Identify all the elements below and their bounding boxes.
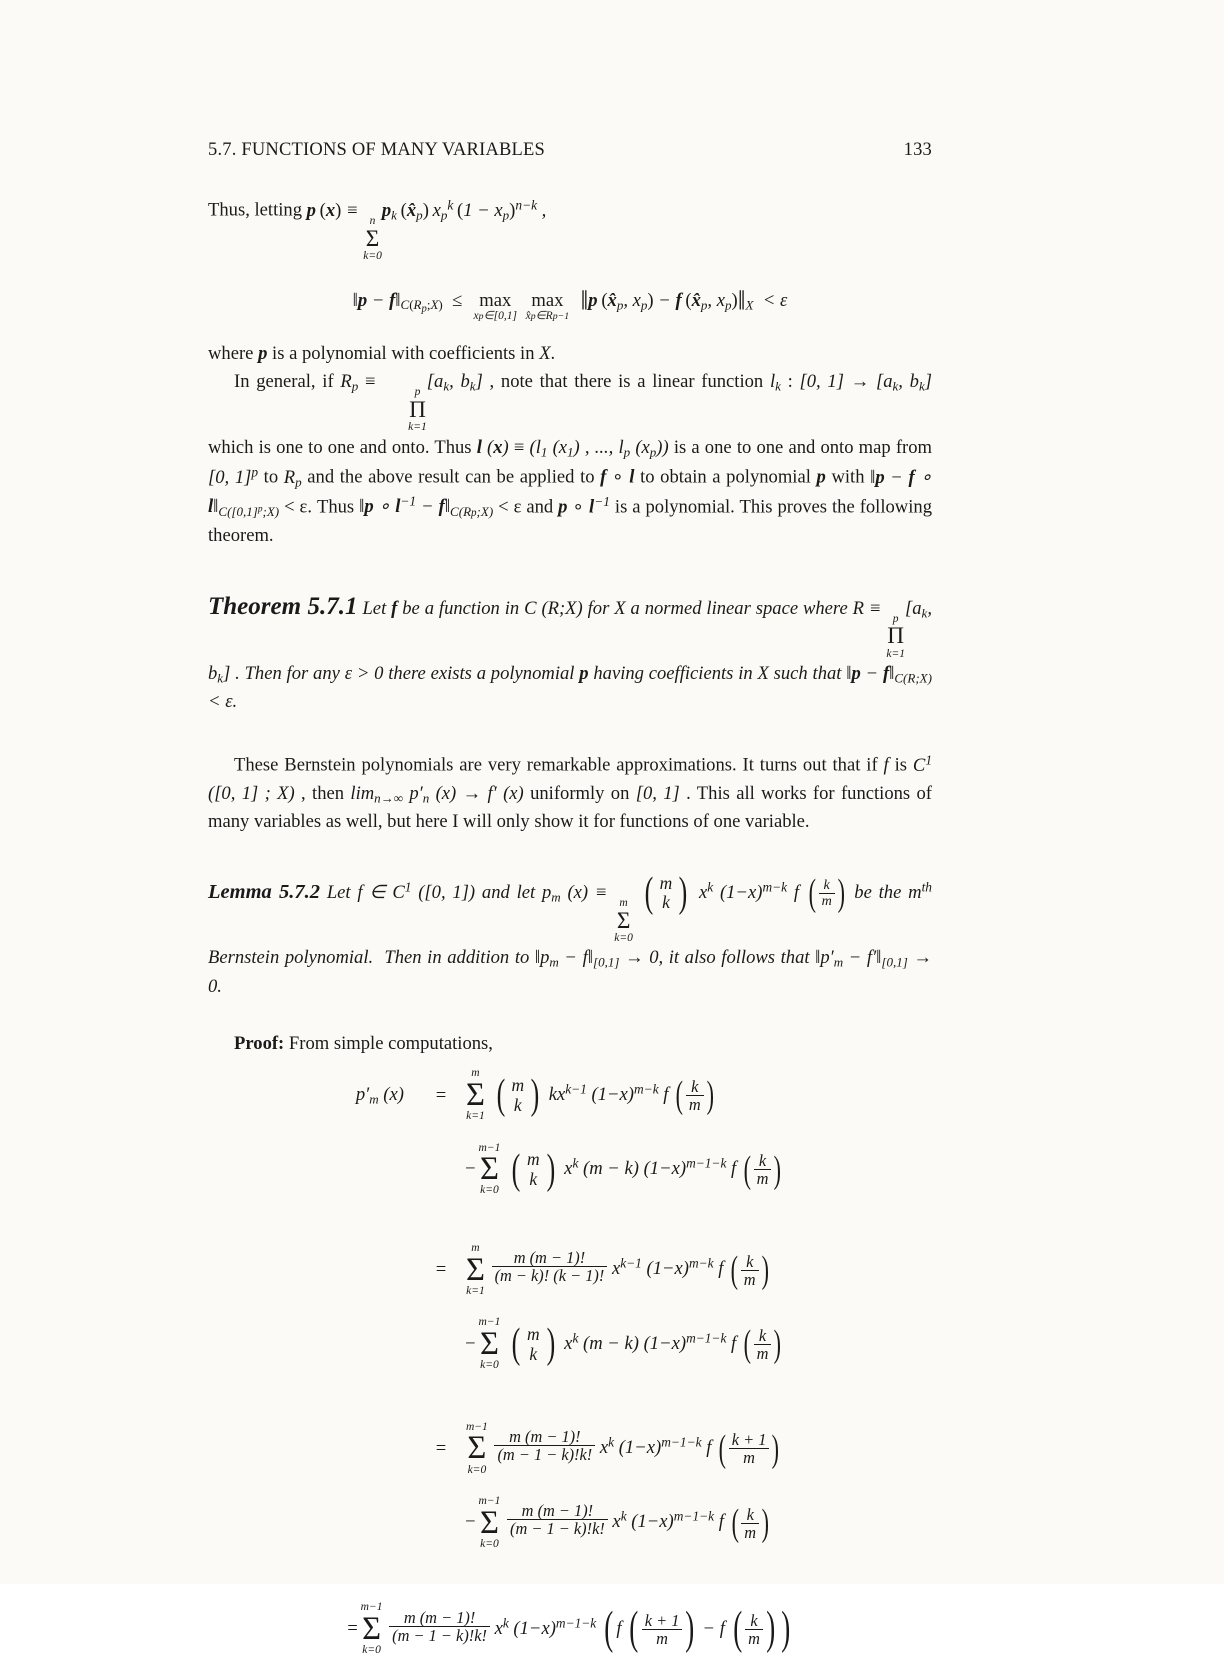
running-head <box>208 140 932 161</box>
equation-lhs: $p'_m$ (x) <box>355 1083 404 1107</box>
equation-relation-empty-3 <box>420 1307 462 1381</box>
equation-row-1 <box>354 1058 786 1132</box>
equation-relation-3: = <box>435 1437 447 1459</box>
paragraph-bernstein-remark: These Bernstein polynomials are very remarkable approximations. It turns out that if f is $C^1$ ([0, 1] ; X) , then $\lim_{n\to\infty} p'_n$ (x) → f′ (x) uniformly on [0, 1] . This all works for functions of many variables as well, but here I will only show it for functions of one variable. <box>208 752 933 832</box>
proof-intro-text: From simple computations, <box>288 1033 493 1055</box>
equation-row-4 <box>354 1307 786 1381</box>
theorem-label: Theorem 5.7.1 <box>208 592 358 620</box>
derivation-equations <box>354 1058 786 1560</box>
proof-intro <box>208 1030 932 1058</box>
equation-rhs-line3: m Σ k=1 $\frac{m (m - 1)!}{(m - k)! (k - 1)!}$ $x^{k-1}$ $(1-x)^{m-k}$ f ( $\frac{k}{m}$ ) <box>465 1242 769 1297</box>
running-head-section: 5.7. FUNCTIONS OF MANY VARIABLES <box>208 140 546 160</box>
lemma-paragraph <box>208 870 932 1001</box>
equation-lhs-empty-5 <box>354 1486 420 1560</box>
equation-norm-bound: ‖p − $f‖_{C(R_p;X)}$ ≤ max xp∈[0,1] max x̂p∈Rp−1 ‖p ($x̂_p$, $x_p) - f$ ($x̂_p$, $x_p)‖_X < \varepsilon$ <box>352 284 788 322</box>
equation-lhs-empty-4 <box>354 1382 420 1486</box>
theorem-5-7-1 <box>208 588 932 717</box>
equation-relation-2: = <box>435 1259 447 1281</box>
lemma-label: Lemma 5.7.2 <box>208 880 321 903</box>
equation-relation-empty-5 <box>420 1486 462 1560</box>
equation-lhs-empty-2 <box>354 1207 420 1307</box>
equation-rhs-line1: m Σ k=1 ( m k ) $kx^{k-1}$ $(1-x)^{m-k}$ f ( $\frac{k}{m}$ ) <box>465 1067 714 1123</box>
page-number: 133 <box>903 140 932 160</box>
equation-rhs-line6: − m−1 Σ k=0 $\frac{m (m - 1)!}{(m - 1 - k)!k!}$ $x^k$ $(1-x)^{m-1-k}$ f ( $\frac{k}{m}$ ) <box>463 1495 770 1550</box>
theorem-text: Let f be a function in C (R;X) for X a normed linear space where R ≡ p Π k=1 [$a_k$, $b_k$] . Then for any ε > 0 there exists a polynomial p having coefficients in X such that ‖p − $f‖_{C(R;X)} < \varepsilon$. <box>208 597 932 713</box>
lemma-5-7-2 <box>208 870 932 1001</box>
proof-label: Proof: <box>234 1033 285 1055</box>
theorem-paragraph <box>208 588 932 717</box>
lemma-text: Let f ∈ $C^1$ ([0, 1]) and let $p_m$ (x) ≡ m Σ k=0 ( m k ) $x^k$ $(1-x)^{m-k}$ f ( $\frac{k}{m}$ ) be the $m^{th}$ Bernstein polynomial. Then in addition to $‖p_m$ − $f‖_{[0,1]} \to 0$, it also follows that $‖p'_m$ − $f'‖_{[0,1]} \to 0$. <box>208 870 932 997</box>
equation-lhs-empty <box>354 1133 420 1207</box>
page-content <box>208 140 932 1675</box>
equation-row-6 <box>354 1486 786 1560</box>
equation-relation-empty <box>420 1133 462 1207</box>
paragraph-where-p: where p is a polynomial with coefficients in X. <box>208 343 556 365</box>
equation-lhs-empty-3 <box>354 1307 420 1381</box>
equation-rhs-line4: − m−1 Σ k=0 ( m k ) $x^k$ (m − k) $(1-x)^{m-1-k}$ f ( $\frac{k}{m}$ ) <box>463 1316 782 1372</box>
paragraph-lead-text: Thus, letting <box>208 199 302 221</box>
equation-relation: = <box>435 1084 447 1106</box>
equation-row-3 <box>354 1207 786 1307</box>
inline-formula-p-definition: p (x) ≡ n Σ k=0 $p_k$ $(x̂_p)$ $x_p^k$ $(1 - x_p)^{n-k}$ , <box>306 197 547 262</box>
equation-rhs-line2: − m−1 Σ k=0 ( m k ) $x^k$ (m − k) $(1-x)^{m-1-k}$ f ( $\frac{k}{m}$ ) <box>463 1141 782 1197</box>
equation-rhs-line5: m−1 Σ k=0 $\frac{m (m - 1)!}{(m - 1 - k)!k!}$ $x^k$ $(1-x)^{m-1-k}$ f ( $\frac{k + 1}{m}$ ) <box>465 1420 780 1476</box>
paragraph-in-general: In general, if $R_p$ ≡ p Π k=1 [$a_k$, $b_k$] , note that there is a linear function $l_k$ : [0, $1] \to [a_k$, $b_k$] which is one to one and onto. Thus l $(x) \equiv (l_1$ $(x_1)$ , ..., $l_p$ $(x_p)$) is a one to one and onto map from [0, 1]$^p$ to $R_p$ and the above result can be applied to f ∘ l to obtain a polynomial p with ‖p − f ∘ $l‖_{C([0,1]^p;X)} < \varepsilon$. Thus ‖p ∘ $l^{-1}$ − $f‖_{C(Rp;X)} < \varepsilon$ and p ∘ $l^{-1}$ is a polynomial. This proves the following theorem. <box>208 371 932 546</box>
paragraph-thus-letting <box>208 195 932 262</box>
equation-row-5 <box>354 1382 786 1486</box>
equation-final-line: = m−1 Σ k=0 $\frac{m (m - 1)!}{(m - 1 - k)!k!}$ $x^k$ $(1-x)^{m-1-k}$ ( f ( $\frac{k + 1}{m}$ ) − f ( $\frac{k}{m}$ ) ) <box>346 1601 791 1657</box>
equation-row-2 <box>354 1133 786 1207</box>
